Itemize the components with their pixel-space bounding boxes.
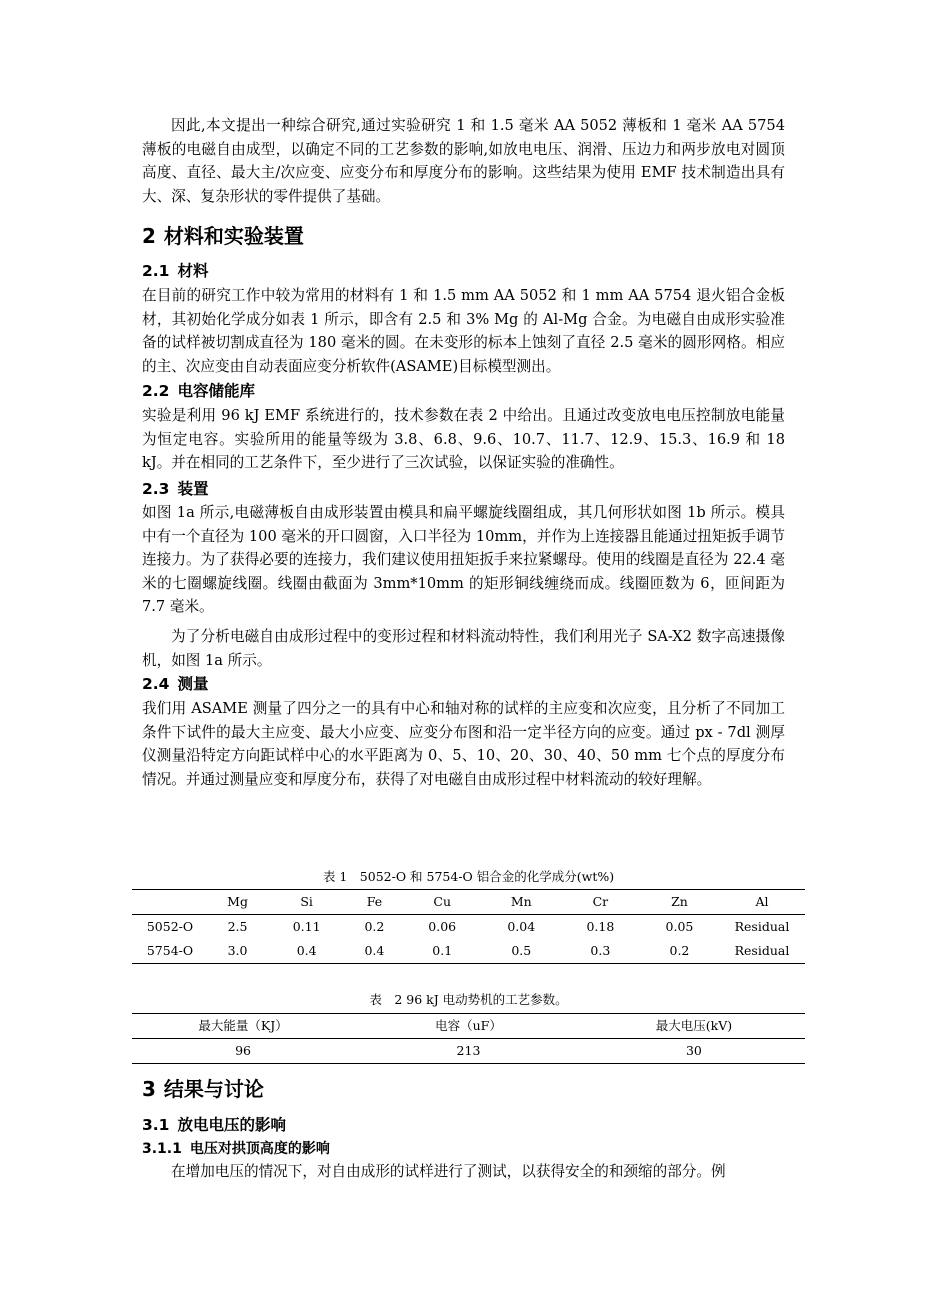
section-2-3-number: 2.3 (142, 480, 170, 498)
table-2-header-cell: 最大电压(kV) (583, 1014, 805, 1039)
section-2-1-paragraph: 在目前的研究工作中较为常用的材料有 1 和 1.5 mm AA 5052 和 1 mm AA 5754 退火铝合金板材，其初始化学成分如表 1 所示，即含有 2.5 和 3% Mg 的 Al-Mg 合金。为电磁自由成形实验准备的试样被切割成直径为 180 毫米的圆。在未变形的标本上蚀刻了直径 2.5 毫米的圆形网格。相应的主、次应变由自动表面应变分析软件(ASAME)目标模型测出。 (142, 287, 785, 375)
table-cell: 30 (583, 1039, 805, 1064)
section-2-4-title: 测量 (177, 675, 209, 693)
table-2-caption: 表 2 96 kJ 电动势机的工艺参数。 (369, 992, 568, 1007)
table-cell: 0.4 (267, 939, 346, 964)
section-3-1-1-title: 电压对拱顶高度的影响 (189, 1141, 330, 1157)
table-row (132, 915, 805, 940)
table-1-header-cell: Zn (640, 890, 719, 915)
table-1-header-cell: Cu (403, 890, 482, 915)
table-cell: 0.3 (561, 939, 640, 964)
table-1-header-cell: Fe (346, 890, 402, 915)
section-2-2-number: 2.2 (142, 382, 170, 400)
section-2-4-heading (142, 673, 208, 695)
section-3-heading (142, 1076, 264, 1102)
section-3-number: 3 (142, 1077, 156, 1101)
table-1 (132, 889, 805, 964)
table-cell: 3.0 (208, 939, 267, 964)
section-2-1-number: 2.1 (142, 262, 170, 280)
table-1-header-cell: Mn (482, 890, 561, 915)
table-cell: 0.2 (640, 939, 719, 964)
section-2-2-heading (142, 380, 255, 402)
table-cell: 0.4 (346, 939, 402, 964)
table-1-header-cell: Al (719, 890, 805, 915)
table-cell: Residual (719, 939, 805, 964)
table-cell: 0.5 (482, 939, 561, 964)
section-2-3-title: 装置 (177, 480, 209, 498)
table-2 (132, 1013, 805, 1064)
section-3-1-1-number: 3.1.1 (142, 1141, 182, 1157)
section-2-1-title: 材料 (177, 262, 209, 280)
table-cell: 0.1 (403, 939, 482, 964)
table-cell: 2.5 (227, 919, 248, 935)
table-1-header-cell: Si (267, 890, 346, 915)
table-row (132, 1039, 805, 1064)
section-3-1-title: 放电电压的影响 (177, 1116, 286, 1134)
section-3-1-number: 3.1 (142, 1116, 170, 1134)
table-cell: 0.11 (292, 919, 321, 935)
table-1-header-row (132, 890, 805, 915)
section-2-1-heading (142, 260, 208, 282)
table-cell: 0.2 (364, 919, 385, 935)
section-2-4-paragraph: 我们用 ASAME 测量了四分之一的具有中心和轴对称的试样的主应变和次应变，且分析了不同加工条件下试件的最大主应变、最大小应变、应变分布图和沿一定半径方向的应变。通过 px - 7dl 测厚仪测量沿特定方向距试样中心的水平距离为 0、5、10、20、30、40、50 mm 七个点的厚度分布情况。并通过测量应变和厚度分布，获得了对电磁自由成形过程中材料流动的较好理解。 (142, 700, 785, 788)
table-2-header-cell: 最大能量（KJ） (132, 1014, 354, 1039)
table-cell: 0.05 (665, 919, 694, 935)
section-2-4-number: 2.4 (142, 675, 170, 693)
table-cell: 5052-O (146, 919, 194, 935)
section-2-3-paragraph-1: 如图 1a 所示,电磁薄板自由成形装置由模具和扁平螺旋线圈组成，其几何形状如图 1b 所示。模具中有一个直径为 100 毫米的开口圆窗，入口半径为 10mm，并作为上连接器且能通过扭矩扳手调节连接力。为了获得必要的连接力，我们建议使用扭矩扳手来拉紧螺母。使用的线圈是直径为 22.4 毫米的七圈螺旋线圈。线圈由截面为 3mm*10mm 的矩形铜线缠绕而成。线圈匝数为 6，匝间距为 7.7 毫米。 (142, 504, 785, 615)
table-1-header-cell (132, 890, 208, 915)
section-2-2-title: 电容储能库 (177, 382, 255, 400)
table-cell: 0.06 (428, 919, 457, 935)
intro-paragraph: 因此,本文提出一种综合研究,通过实验研究 1 和 1.5 毫米 AA 5052 薄板和 1 毫米 AA 5754 薄板的电磁自由成型，以确定不同的工艺参数的影响,如放电电压、润滑、压边力和两步放电对圆顶高度、直径、最大主/次应变、应变分布和厚度分布的影响。这些结果为使用 EMF 技术制造出具有大、深、复杂形状的零件提供了基础。 (142, 117, 785, 205)
table-1-caption: 表 1 5052-O 和 5754-O 铝合金的化学成分(wt%) (322, 869, 615, 884)
section-3-1-1-paragraph: 在增加电压的情况下，对自由成形的试样进行了测试，以获得安全的和颈缩的部分。例 (171, 1163, 726, 1180)
section-2-3-paragraph-2: 为了分析电磁自由成形过程中的变形过程和材料流动特性，我们利用光子 SA-X2 数字高速摄像机，如图 1a 所示。 (142, 628, 785, 669)
section-2-heading (142, 223, 304, 249)
table-cell: 0.04 (507, 919, 536, 935)
section-2-2-paragraph: 实验是利用 96 kJ EMF 系统进行的，技术参数在表 2 中给出。且通过改变放电电压控制放电能量为恒定电容。实验所用的能量等级为 3.8、6.8、9.6、10.7、11.7、12.9、15.3、16.9 和 18 kJ。并在相同的工艺条件下，至少进行了三次试验，以保证实验的准确性。 (142, 407, 785, 471)
section-2-title: 材料和实验装置 (163, 224, 304, 248)
table-2-header-row (132, 1014, 805, 1039)
section-3-title: 结果与讨论 (163, 1077, 264, 1101)
section-3-1-1-heading (142, 1139, 330, 1159)
section-2-number: 2 (142, 224, 156, 248)
table-cell: 96 (132, 1039, 354, 1064)
table-cell: 213 (354, 1039, 583, 1064)
section-2-3-heading (142, 478, 208, 500)
table-row (132, 939, 805, 964)
table-cell: Residual (734, 919, 790, 935)
table-cell: 0.18 (586, 919, 615, 935)
table-2-header-cell: 电容（uF） (354, 1014, 583, 1039)
table-cell: 5754-O (132, 939, 208, 964)
table-1-header-cell: Cr (561, 890, 640, 915)
section-3-1-heading (142, 1114, 286, 1136)
table-1-header-cell: Mg (208, 890, 267, 915)
